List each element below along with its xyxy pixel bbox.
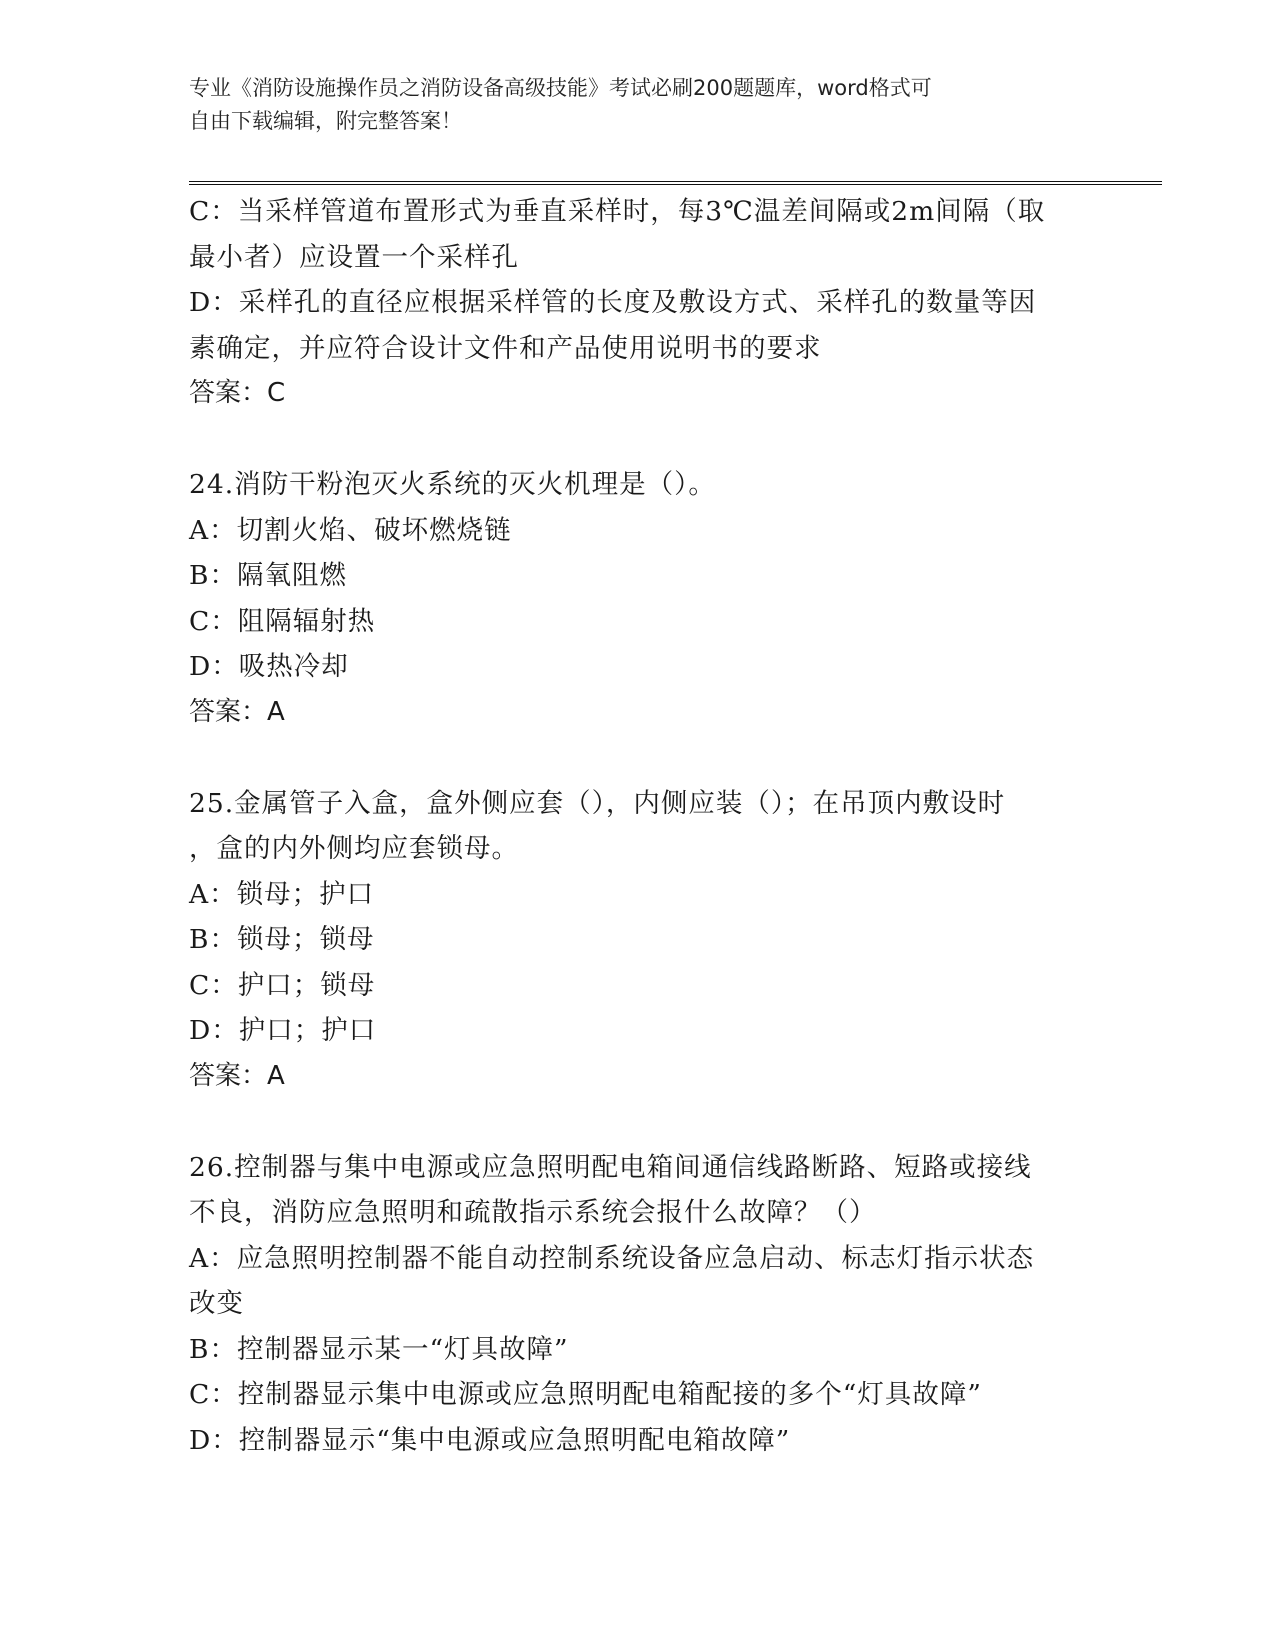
question-text-line-1: 25.金属管子入盒，盒外侧应套（），内侧应装（）；在吊顶内敷设时 [189, 787, 1006, 819]
spacer [189, 735, 1089, 781]
question-26 [189, 1145, 1089, 1464]
option-a: A：锁母；护口 [189, 878, 375, 910]
spacer [189, 1099, 1089, 1145]
question-25 [189, 781, 1089, 1100]
page-header [189, 72, 1069, 138]
option-a-line-2: 改变 [189, 1288, 244, 1319]
answer-line: 答案：C [189, 378, 286, 408]
question-content [189, 189, 1089, 1463]
option-c: C：控制器显示集中电源或应急照明配电箱配接的多个“灯具故障” [189, 1379, 982, 1410]
header-divider-thin [189, 181, 1162, 182]
spacer [189, 417, 1089, 463]
option-b: B：控制器显示某一“灯具故障” [189, 1333, 569, 1365]
answer-line: 答案：A [189, 696, 285, 727]
option-c-line-1: C：当采样管道布置形式为垂直采样时，每3℃温差间隔或2m间隔（取 [189, 196, 1046, 227]
option-d: D：护口；护口 [189, 1015, 377, 1046]
option-d-line-2: 素确定，并应符合设计文件和产品使用说明书的要求 [189, 332, 822, 364]
header-line-2: 自由下载编辑，附完整答案！ [189, 109, 462, 133]
option-d: D：吸热冷却 [189, 651, 349, 682]
option-c: C：护口；锁母 [189, 969, 376, 1001]
option-b: B：隔氧阻燃 [189, 560, 347, 591]
question-24 [189, 462, 1089, 735]
question-text-line-2: 不良，消防应急照明和疏散指示系统会报什么故障？（） [189, 1197, 877, 1228]
header-line-1: 专业《消防设施操作员之消防设备高级技能》考试必刷200题题库，word格式可 [189, 76, 932, 100]
option-c: C：阻隔辐射热 [189, 605, 376, 637]
option-a: A：切割火焰、破坏燃烧链 [189, 514, 512, 546]
option-d-line-1: D：采样孔的直径应根据采样管的长度及敷设方式、采样孔的数量等因 [189, 287, 1037, 318]
question-text-line-2: ，盒的内外侧均应套锁母。 [189, 833, 519, 864]
option-a-line-1: A：应急照明控制器不能自动控制系统设备应急启动、标志灯指示状态 [189, 1242, 1035, 1274]
option-b: B：锁母；锁母 [189, 924, 375, 955]
question-text-line-1: 26.控制器与集中电源或应急照明配电箱间通信线路断路、短路或接线 [189, 1151, 1032, 1183]
option-d: D：控制器显示“集中电源或应急照明配电箱故障” [189, 1424, 791, 1456]
header-divider-thick [189, 184, 1162, 185]
previous-question-tail [189, 189, 1089, 417]
option-c-line-2: 最小者）应设置一个采样孔 [189, 241, 519, 273]
answer-line: 答案：A [189, 1060, 285, 1091]
question-text: 24.消防干粉泡灭火系统的灭火机理是（）。 [189, 469, 716, 500]
